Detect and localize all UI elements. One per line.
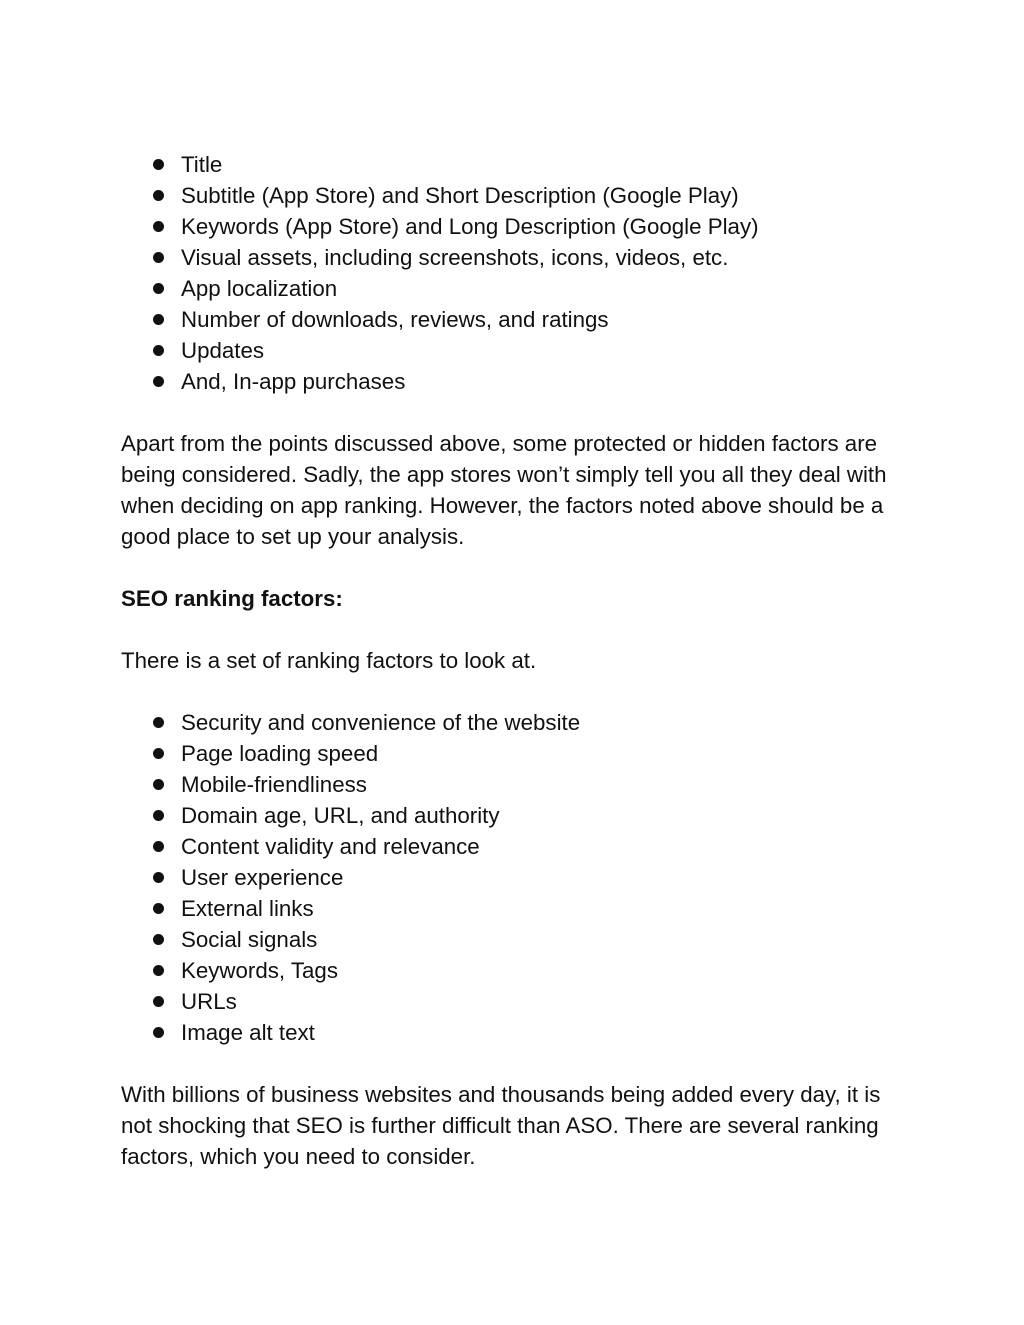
bullet-icon — [153, 965, 164, 976]
bullet-icon — [153, 748, 164, 759]
list-item-text: Page loading speed — [181, 741, 379, 766]
spacer — [121, 397, 911, 428]
bullet-icon — [153, 903, 164, 914]
seo-factor-list — [121, 707, 911, 1048]
spacer — [121, 552, 911, 583]
bullet-icon — [153, 190, 164, 201]
list-item-text: Visual assets, including screenshots, icons, videos, etc. — [181, 245, 729, 270]
list-item — [121, 986, 911, 1017]
list-item — [121, 149, 911, 180]
section-heading: SEO ranking factors: — [121, 586, 343, 611]
bullet-icon — [153, 345, 164, 356]
list-item — [121, 831, 911, 862]
list-item-text: Domain age, URL, and authority — [181, 803, 500, 828]
list-item-text: User experience — [181, 865, 344, 890]
bullet-icon — [153, 1027, 164, 1038]
list-item-text: Updates — [181, 338, 265, 363]
list-item — [121, 211, 911, 242]
bullet-icon — [153, 717, 164, 728]
bullet-icon — [153, 283, 164, 294]
bullet-icon — [153, 314, 164, 325]
list-item — [121, 769, 911, 800]
list-item — [121, 800, 911, 831]
bullet-icon — [153, 872, 164, 883]
list-item — [121, 366, 911, 397]
spacer — [121, 676, 911, 707]
paragraph-intro-seo: There is a set of ranking factors to look at. — [121, 648, 537, 673]
list-item-text: App localization — [181, 276, 338, 301]
spacer — [121, 1048, 911, 1079]
bullet-icon — [153, 996, 164, 1007]
list-item-text: Keywords (App Store) and Long Description (Google Play) — [181, 214, 759, 239]
bullet-icon — [153, 934, 164, 945]
list-item-text: Keywords, Tags — [181, 958, 338, 983]
aso-factor-list — [121, 149, 911, 397]
list-item — [121, 304, 911, 335]
list-item — [121, 335, 911, 366]
list-item-text: Image alt text — [181, 1020, 315, 1045]
bullet-icon — [153, 779, 164, 790]
list-item — [121, 862, 911, 893]
spacer — [121, 614, 911, 645]
list-item-text: Content validity and relevance — [181, 834, 480, 859]
list-item — [121, 1017, 911, 1048]
list-item-text: URLs — [181, 989, 237, 1014]
list-item-text: Number of downloads, reviews, and ratings — [181, 307, 609, 332]
bullet-icon — [153, 159, 164, 170]
bullet-icon — [153, 810, 164, 821]
bullet-icon — [153, 252, 164, 263]
list-item — [121, 273, 911, 304]
bullet-icon — [153, 221, 164, 232]
paragraph-seo-conclusion: With billions of business websites and thousands being added every day, it is not shocking that SEO is further difficult than ASO. There are several ranking factors, which you need to consider. — [121, 1082, 881, 1169]
list-item-text: Subtitle (App Store) and Short Description (Google Play) — [181, 183, 739, 208]
list-item-text: Title — [181, 152, 223, 177]
list-item-text: Mobile-friendliness — [181, 772, 367, 797]
list-item-text: And, In-app purchases — [181, 369, 406, 394]
page-content — [121, 149, 911, 1172]
list-item — [121, 242, 911, 273]
list-item-text: Social signals — [181, 927, 318, 952]
list-item-text: External links — [181, 896, 314, 921]
bullet-icon — [153, 376, 164, 387]
list-item — [121, 738, 911, 769]
list-item-text: Security and convenience of the website — [181, 710, 581, 735]
list-item — [121, 924, 911, 955]
list-item — [121, 893, 911, 924]
paragraph-app-store-factors: Apart from the points discussed above, some protected or hidden factors are being considered. Sadly, the app stores won’t simply tell you all they deal with when deciding on app ranking. However, the factors noted above should be a good place to set up your analysis. — [121, 431, 887, 549]
bullet-icon — [153, 841, 164, 852]
list-item — [121, 955, 911, 986]
list-item — [121, 180, 911, 211]
list-item — [121, 707, 911, 738]
